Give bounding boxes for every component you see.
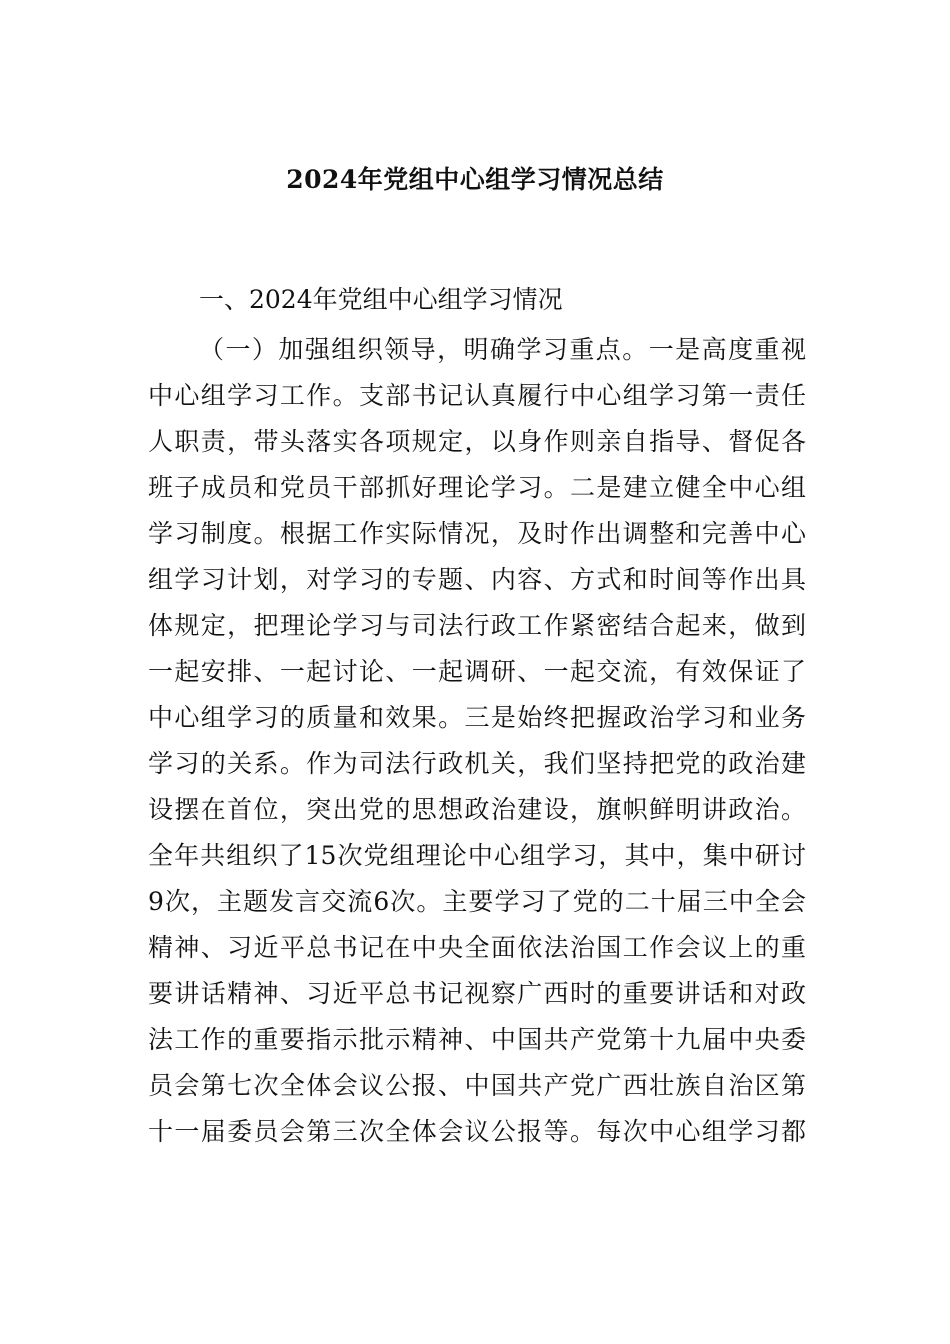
body-line: 中心组学习工作。支部书记认真履行中心组学习第一责任 xyxy=(148,381,806,410)
body-line: 9次，主题发言交流6次。主要学习了党的二十届三中全会 xyxy=(148,887,806,916)
body-line: 十一届委员会第三次全体会议公报等。每次中心组学习都 xyxy=(148,1117,806,1146)
body-line: 组学习计划，对学习的专题、内容、方式和时间等作出具 xyxy=(148,565,806,594)
body-line: 设摆在首位，突出党的思想政治建设，旗帜鲜明讲政治。 xyxy=(148,795,806,824)
body-line: 体规定，把理论学习与司法行政工作紧密结合起来，做到 xyxy=(148,611,806,640)
body-line: 人职责，带头落实各项规定，以身作则亲自指导、督促各 xyxy=(148,427,806,456)
body-line: 学习的关系。作为司法行政机关，我们坚持把党的政治建 xyxy=(148,749,806,778)
body-line: 法工作的重要指示批示精神、中国共产党第十九届中央委 xyxy=(148,1025,806,1054)
section-heading: 一、2024年党组中心组学习情况 xyxy=(199,285,563,314)
body-line: 员会第七次全体会议公报、中国共产党广西壮族自治区第 xyxy=(148,1071,806,1100)
body-line: 中心组学习的质量和效果。三是始终把握政治学习和业务 xyxy=(148,703,806,732)
document-title: 2024年党组中心组学习情况总结 xyxy=(286,165,664,194)
body-line: 班子成员和党员干部抓好理论学习。二是建立健全中心组 xyxy=(148,473,806,502)
body-line: 学习制度。根据工作实际情况，及时作出调整和完善中心 xyxy=(148,519,806,548)
body-line: 要讲话精神、习近平总书记视察广西时的重要讲话和对政 xyxy=(148,979,806,1008)
body-line: 一起安排、一起讨论、一起调研、一起交流，有效保证了 xyxy=(148,657,806,686)
body-line: 精神、习近平总书记在中央全面依法治国工作会议上的重 xyxy=(148,933,806,962)
body-line: （一）加强组织领导，明确学习重点。一是高度重视 xyxy=(199,335,806,364)
body-line: 全年共组织了15次党组理论中心组学习，其中，集中研讨 xyxy=(148,841,806,870)
